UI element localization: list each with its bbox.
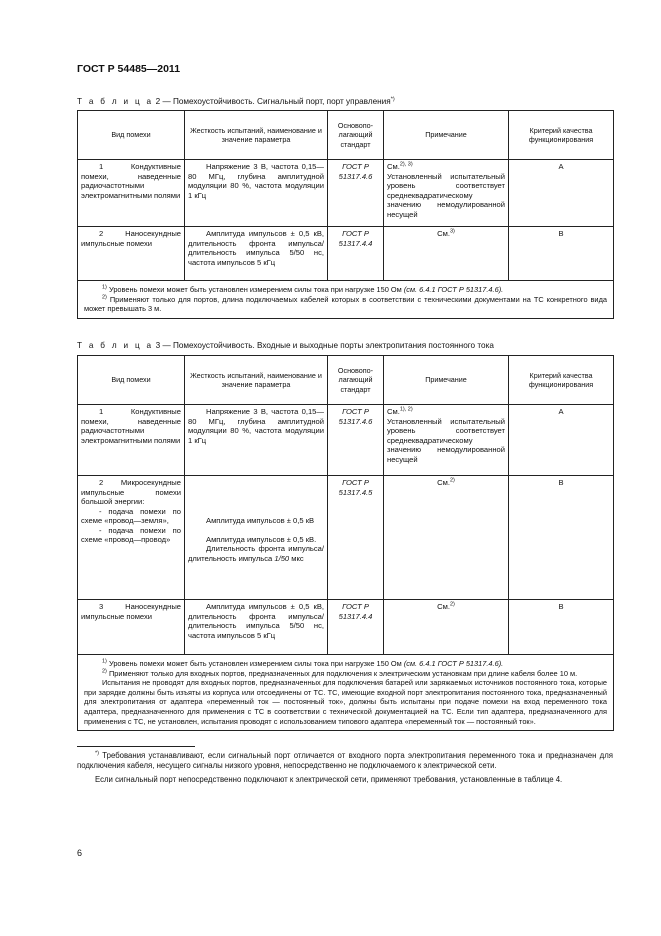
table2 bbox=[77, 110, 614, 319]
table-row: 1 Кондуктивные помехи, наведенные радиочастотными электромагнитными полями Напряжение 3 В, частота 0,15—80 МГц, глубина амплитудной модуляции 80 %, частота модуляции 1 кГц ГОСТ Р 51317.4.6 См.$^{1), 2)}$ Установленный испытательный уровень соответствует среднеквадратическому значению немодулированной несущей А bbox=[78, 405, 614, 476]
table3-notes-row: $^{1)}$ Уровень помехи может быть установлен измерением силы тока при нагрузке 150 Ом (см. 6.4.1 ГОСТ Р 51317.4.6). $^{2)}$ Применяют только для входных портов, предназначенных для подключения к электрическим установкам при длине кабеля более 10 м. Испытания не проводят для входных портов, предназначенных для подключения батарей или заряжаемых источников постоянного тока, которые при зарядке должны быть изъяты из корпуса или отсоединены от ТС. ТС, имеющие входной порт электропитания постоянного тока, предназначенный для электропитания от адаптера «переменный ток — постоянный ток», должны быть испытаны при подаче помехи на вход переменного тока адаптера, предназначенного для применения с ТС в соответствии с технической документацией на ТС. Если тип адаптера, предназначенного для применения с ТС, не установлен, испытания проводят с использованием типового адаптера «переменный ток — постоянный ток». bbox=[78, 655, 614, 731]
col-header-kind: Вид помехи bbox=[78, 111, 185, 160]
table-row: 2 Наносекундные импульсные помехи Амплитуда импульсов ± 0,5 кВ, длительность фронта импульса/длительность импульса 5/50 нс, частота импульсов 5 кГц ГОСТ Р 51317.4.4 См.$^{3)}$ В bbox=[78, 227, 614, 281]
col-header-severity: Жесткость испытаний, наименование и значение параметра bbox=[185, 111, 328, 160]
page-number: 6 bbox=[77, 848, 83, 858]
footnote-divider bbox=[77, 746, 195, 747]
table2-notes-row: $^{1)}$ Уровень помехи может быть установлен измерением силы тока при нагрузке 150 Ом (см. 6.4.1 ГОСТ Р 51317.4.6). $^{2)}$ Применяют только для портов, длина подключаемых кабелей которых в соответствии с техническими документами на ТС конкретного вида может превышать 3 м. bbox=[78, 281, 614, 319]
table2-caption: Т а б л и ц а 2 — Помехоустойчивость. Сигнальный порт, порт управления*) bbox=[77, 96, 395, 106]
table3-caption: Т а б л и ц а 3 — Помехоустойчивость. Входные и выходные порты электропитания постоянного тока bbox=[77, 341, 494, 350]
col-header-note: Примечание bbox=[384, 111, 509, 160]
document-header: ГОСТ Р 54485—2011 bbox=[77, 63, 181, 75]
table3-header-row: Вид помехи Жесткость испытаний, наименование и значение параметра Основопо-лагающий стандарт Примечание Критерий качества функционирования bbox=[78, 356, 614, 405]
table-row: 2 Микросекундные импульсные помехи большой энергии: - подача помехи по схеме «провод—земля», - подача помехи по схеме «провод—провод» Амплитуда импульсов ± 0,5 кВ Амплитуда импульсов ± 0,5 кВ. Длительность фронта импульса/длительность импульса 1/50 мкс ГОСТ Р 51317.4.5 См.$^{2)}$ В bbox=[78, 476, 614, 600]
table2-header-row bbox=[78, 111, 614, 160]
col-header-standard: Основопо-лагающий стандарт bbox=[328, 111, 384, 160]
footnote: *) Требования устанавливают, если сигнальный порт отличается от входного порта электропитания переменного тока и предназначен для подключения кабеля, несущего сигналы низкого уровня, непосредственно не подключаемого к электрической сети. Если сигнальный порт непосредственно подключают к электрической сети, применяют требования, установленные в таблице 4. bbox=[77, 750, 614, 785]
col-header-criterion: Критерий качества функционирования bbox=[509, 111, 614, 160]
table-row: 1 Кондуктивные помехи, наведенные радиочастотными электромагнитными полями Напряжение 3 В, частота 0,15—80 МГц, глубина амплитудной модуляции 80 %, частота модуляции 1 кГц ГОСТ Р 51317.4.6 См.$^{2), 3)}$ Установленный испытательный уровень соответствует среднеквадратическому значению немодулированной несущей А bbox=[78, 160, 614, 227]
table3 bbox=[77, 355, 614, 731]
table-row: 3 Наносекундные импульсные помехи Амплитуда импульсов ± 0,5 кВ, длительность фронта импульса/длительность импульса 5/50 нс, частота импульсов 5 кГц ГОСТ Р 51317.4.4 См.$^{2)}$ В bbox=[78, 600, 614, 655]
